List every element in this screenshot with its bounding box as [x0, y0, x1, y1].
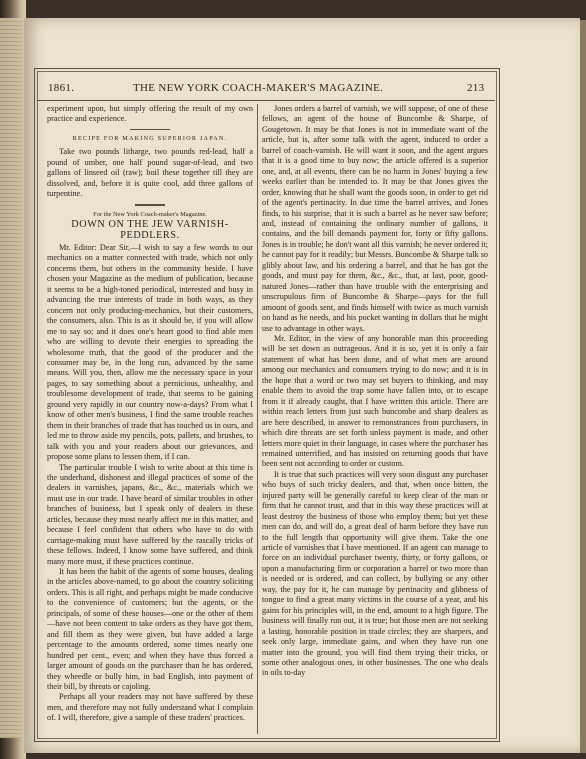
right-page-edge [580, 20, 586, 753]
recipe-text: Take two pounds litharge, two pounds red-lead, half a pound of umber, one half pound sugar-of-lead, and two gallons of linseed oil (raw); boil these together till they are dissolved, and, before it is quite cool, add three gallons of turpentine. [47, 147, 253, 199]
article-paragraph: Mr. Editor: Dear Sir,—I wish to say a few words to our mechanics on a matter connected with trade, which not only concerns them, but others in the community beside. I have chosen your Magazine as the medium of publication, because it seems to be a high-toned periodical, interested and busy in advancing the true interests of trade in both ways, as they concern not only producing-mechanics, but their customers, the consumers, also. This is as it should be, if you will allow me to say so; and it does one's heart good to find able men who are willing to devote their energies to spreading the wholesome truth, that the good of the producer and the consumer may be, in the long run, advanced by the same means. Will you, then, allow me the necessary space in your pages, to say something about a pernicious, unhealthy, and troublesome development of trade, that seems to be gaining ground very rapidly in our country now-a-days? From what I know of other men's business, I find the same trouble reaches them in their branches of trade that has touched us in ours, and led me to throw aside my pencils, pots, pallets, and brushes, to talk with you and your readers about our grievances, and propose some plans to lessen them, if I can. [47, 242, 253, 462]
section-divider [130, 129, 170, 130]
article-paragraph: Perhaps all your readers may not have suffered by these men, and therefore may not fully understand what I complain of. I will, therefore, give a sample of these traders' practices. [47, 692, 253, 723]
article-paragraph: It is true that such practices will very soon disgust any purchaser who buys of such tricky dealers, and that, when once bitten, the injured party will be generally careful to keep clear of the man or firm that he cannot trust, and that in this way these practices will at least destroy the business of those who employ them; but yet these men can do, and will do, a great deal of harm before they have run to the full length that opportunity will give them. Take the one article of varnishes that I have mentioned. If an agent can manage to force on an individual purchaser twenty, thirty, or forty gallons, or upon a manufacturing firm or corporation a barrel or two more than is needed or is ordered, and can collect, by bullying or any other way, the pay for it, he can manage by pertinacity and glibness of tongue to find a great many victims in the course of a year, and his gains for his principles will, in the end, amount to a high figure. The business will finally run out, it is true; but those men are not seeking a lasting, honorable position in trade circles; they are sharpers, and seek only large, immediate gains, and when they have run one matter into the ground, you will find them trying their tricks, or some other analogous ones, in other businesses. The one who deals in oils to-day [262, 469, 488, 678]
article-paragraph: Mr. Editor, in the view of any honorable man this proceeding will be set down as outrageous. And it is so, yet it is only a fair statement of what has been done, and of what men are around among our mechanics and consumers trying to do now; and it is in the hope that a word or two may set buyers to thinking, and may enable them to avoid the trap some have fallen into, or to escape from it if already caught, that I have written this article. There are within reach letters from just such buncombe and sharp dealers as are here described, in answer to remonstrances from purchasers, in which dire threats are set forth unless payment is made, and other letters more quiet in their language, in cases where the purchaser has remained unterrified, and has insisted on returning goods that have been sent not according to order or custom. [262, 333, 488, 469]
source-line: For the New York Coach-maker's Magazine. [93, 210, 207, 218]
article-title: DOWN ON THE JEW VARNISH-PEDDLERS. [71, 219, 229, 241]
header-magazine-title: THE NEW YORK COACH-MAKER'S MAGAZINE. [133, 82, 384, 94]
header-year: 1861. [48, 82, 75, 94]
article-paragraph: Jones orders a barrel of varnish, we will suppose, of one of these fellows, an agent of the house of Buncombe & Sharpe, of Gougetown. It may be that Jones is not in immediate want of the article, but is, after some talk with the agent, induced to order a barrel of coach-varnish. He will want it soon, and the agent argues that it is a good time to buy now; the article offered is a superior one, and, at all events, there can be no harm in Jones' buying a few weeks earlier than he intended to. It may be that Jones gives the order, knowing that he shall want the goods soon, in order to get rid of the agent's pertinacity. In due time the barrel arrives, and Jones finds, to his surprise, that it is such a barrel as he never saw before; and, instead of containing the ordinary number of gallons, it contains, and the bill demands payment for, forty or fifty gallons. Jones is in trouble; he don't want all this varnish; he never ordered it; he cannot pay for it readily; but Messrs. Buncombe & Sharpe talk so glibly about law, and his ordering a barrel, and that he has got the goods, and must pay for them, &c., &c., that, at last, poor, good-natured Jones—rather than have trouble with the enterprising and unscrupulous firm of Buncombe & Sharpe—pays for the full amount of goods sent, and finds himself with twice as much varnish on hand as he needs, and his pocket wanting in dollars that he might use to advantage in other ways. [262, 104, 488, 333]
right-column [262, 104, 488, 679]
article-paragraph: It has been the habit of the agents of some houses, dealing in the articles above-named, to go about the country soliciting orders. This is all right, and perhaps might be made conducive to the convenience of customers; but the agents, or the principals, of some of these houses—one or the other of them—have not been content to take orders as they have got them, and fill them as they were given, but have added a large percentage to the amounts ordered, some times nearly one hundred per cent., even; and when they have thus forced a larger amount of goods on the purchaser than he has ordered, they wheedle or bully him, in bad English, into payment of their bill, by threats or cajoling. [47, 567, 253, 692]
article-paragraph: The particular trouble I wish to write about at this time is the underhand, dishonest and illegal practices of some of the dealers in varnishes, japans, &c., &c., materials which we must use in our trade. I have heard of similar troubles in other branches of business, but I speak only of dealers in these articles, because they most nearly affect me in this matter, and because I feel confident that others who have to do with carriage-making must have suffered by the rascally tricks of these fellows. Indeed, I know some have suffered, and think many more must, if these practices continue. [47, 462, 253, 566]
left-page-edge [0, 18, 22, 738]
column-divider [257, 104, 258, 734]
left-column [47, 104, 253, 724]
recipe-heading: RECIPE FOR MAKING SUPERIOR JAPAN. [72, 134, 228, 142]
header-page-number: 213 [467, 82, 485, 94]
ornament-divider [135, 204, 165, 206]
header-rule [37, 100, 495, 101]
intro-text: experiment upon, but simply offering the result of my own practice and experience. [47, 104, 253, 124]
